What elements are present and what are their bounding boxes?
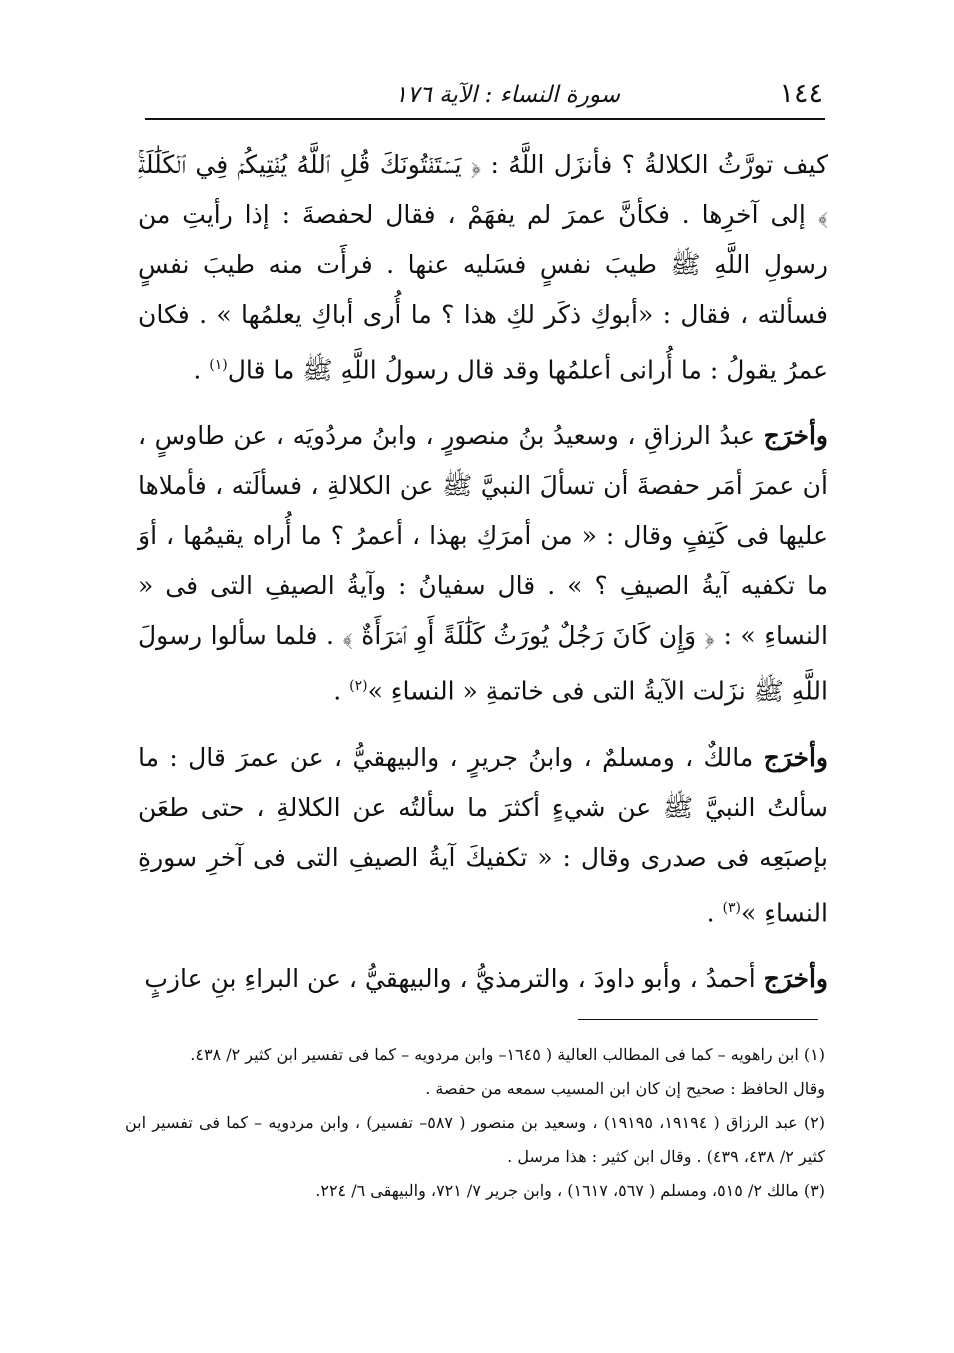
paragraph-3: وأخرَج مالكٌ ، ومسلمٌ ، وابنُ جريرٍ ، والبيهقيُّ ، عن عمرَ قال : ما سألتُ النبيَّ ﷺ عن شيءٍ أكثرَ ما سألتُه عن الكلالةِ ، حتى طعَن بإصبَعِه فى صدرى وقال : « تكفيكَ آيةُ الصيفِ التى فى آخرِ سورةِ النساءِ »$^{(٣)}$ .	[138, 742, 828, 927]
paragraph-2: وأخرَج عبدُ الرزاقِ ، وسعيدُ بنُ منصورٍ ، وابنُ مردُويَه ، عن طاوسٍ ، أن عمرَ أمَر حفصةَ أن تسألَ النبيَّ ﷺ عن الكلالةِ ، فسألَته ، فأملاها عليها فى كَتِفٍ وقال : « من أمرَكِ بهذا ، أعمرُ ؟ ما أُراه يقيمُها ، أوَ ما تكفيه آيةُ الصيفِ ؟ » . قال سفيانُ : وآيةُ الصيفِ التى فى « النساءِ » : ﴿ وَإِن كَانَ رَجُلٌ يُورَثُ كَلَٰلَةً أَوِ ٱمۡرَأَةٌ ﴾ . فلما سألوا رسولَ اللَّهِ ﷺ نزَلت الآيةُ التى فى خاتمةِ « النساءِ »$^{(٢)}$ .	[138, 421, 828, 706]
running-head: سورة النساء : الآية ١٧٦	[394, 82, 620, 108]
paragraph-text: عبدُ الرزاقِ ، وسعيدُ بنُ منصورٍ ، وابنُ مردُويَه ، عن طاوسٍ ، أن عمرَ أمَر حفصةَ أن تسألَ النبيَّ ﷺ عن الكلالةِ ، فسألَته ، فأملاها عليها فى كَتِفٍ وقال : « من أمرَكِ بهذا ، أعمرُ ؟ ما أُراه يقيمُها ، أوَ ما تكفيه آيةُ الصيفِ ؟ » . قال سفيانُ : وآيةُ الصيفِ التى فى « النساءِ » : ﴿ وَإِن كَانَ رَجُلٌ يُورَثُ كَلَٰلَةً أَوِ ٱمۡرَأَةٌ ﴾ . فلما سألوا رسولَ اللَّهِ ﷺ نزَلت الآيةُ التى فى خاتمةِ « النساءِ »	[138, 421, 828, 706]
header-rule	[145, 118, 825, 120]
paragraph-text: أحمدُ ، وأبو داودَ ، والترمذيُّ ، والبيهقيُّ ، عن البراءِ بنِ عازبٍ	[144, 963, 764, 993]
footnote-1-continued: وقال الحافظ : صحيح إن كان ابن المسيب سمعه من حفصة .	[425, 1079, 825, 1098]
paragraph-text: مالكٌ ، ومسلمٌ ، وابنُ جريرٍ ، والبيهقيُّ ، عن عمرَ قال : ما سألتُ النبيَّ ﷺ عن شيءٍ أكثرَ ما سألتُه عن الكلالةِ ، حتى طعَن بإصبَعِه فى صدرى وقال : « تكفيكَ آيةُ الصيفِ التى فى آخرِ سورةِ النساءِ »	[138, 742, 828, 927]
paragraph-lead: وأخرَج	[763, 742, 828, 772]
paragraph-4	[138, 954, 828, 1004]
page-number: ١٤٤	[779, 78, 823, 109]
page-header	[145, 72, 825, 120]
footnote-1: (١) ابن راهويه – كما فى المطالب العالية ( ١٦٤٥– وابن مردويه – كما فى تفسير ابن كثير ٢/ ٤٣٨.	[190, 1045, 825, 1064]
footnote-marker: (٣)	[722, 899, 741, 916]
footnotes	[125, 1038, 825, 1208]
footnote-3: (٣) مالك ٢/ ٥١٥، ومسلم ( ٥٦٧، ١٦١٧) ، وابن جرير ٧/ ٧٢١، والبيهقى ٦/ ٢٢٤.	[315, 1181, 825, 1200]
paragraph-lead: وأخرَج	[763, 963, 828, 993]
main-text	[138, 140, 828, 1004]
footnote-marker: (٢)	[349, 678, 368, 695]
footnote-separator	[578, 1019, 818, 1020]
footnote-2: (٢) عبد الرزاق ( ١٩١٩٤، ١٩١٩٥) ، وسعيد بن منصور ( ٥٨٧– تفسير) ، وابن مردويه – كما فى تفسير ابن كثير ٢/ ٤٣٨، ٤٣٩) . وقال ابن كثير : هذا مرسل .	[125, 1113, 826, 1166]
paragraph-lead: وأخرَج	[763, 421, 828, 451]
footnote-marker: (١)	[209, 357, 228, 373]
paragraph-1: كيف تورَّثُ الكلالةُ ؟ فأنزَل اللَّهُ : ﴿ يَسۡتَفۡتُونَكَ قُلِ ٱللَّهُ يُفۡتِيكُمۡ فِي ٱلۡكَلَٰلَةِۚ ﴾ إلى آخرِها . فكأنَّ عمرَ لم يفهَمْ ، فقال لحفصةَ : إذا رأيتِ من رسولِ اللَّهِ ﷺ طيبَ نفسٍ فسَليه عنها . فرأَت منه طيبَ نفسٍ فسألته ، فقال : «أبوكِ ذكَر لكِ هذا ؟ ما أُرى أباكِ يعلمُها » . فكان عمرُ يقولُ : ما أُرانى أعلمُها وقد قال رسولُ اللَّهِ ﷺ ما قال$^{(١)}$ .	[138, 150, 828, 385]
paragraph-text: كيف تورَّثُ الكلالةُ ؟ فأنزَل اللَّهُ : ﴿ يَسۡتَفۡتُونَكَ قُلِ ٱللَّهُ يُفۡتِيكُمۡ فِي ٱلۡكَلَٰلَةِۚ ﴾ إلى آخرِها . فكأنَّ عمرَ لم يفهَمْ ، فقال لحفصةَ : إذا رأيتِ من رسولِ اللَّهِ ﷺ طيبَ نفسٍ فسَليه عنها . فرأَت منه طيبَ نفسٍ فسألته ، فقال : «أبوكِ ذكَر لكِ هذا ؟ ما أُرى أباكِ يعلمُها » . فكان عمرُ يقولُ : ما أُرانى أعلمُها وقد قال رسولُ اللَّهِ ﷺ ما قال	[138, 150, 828, 385]
